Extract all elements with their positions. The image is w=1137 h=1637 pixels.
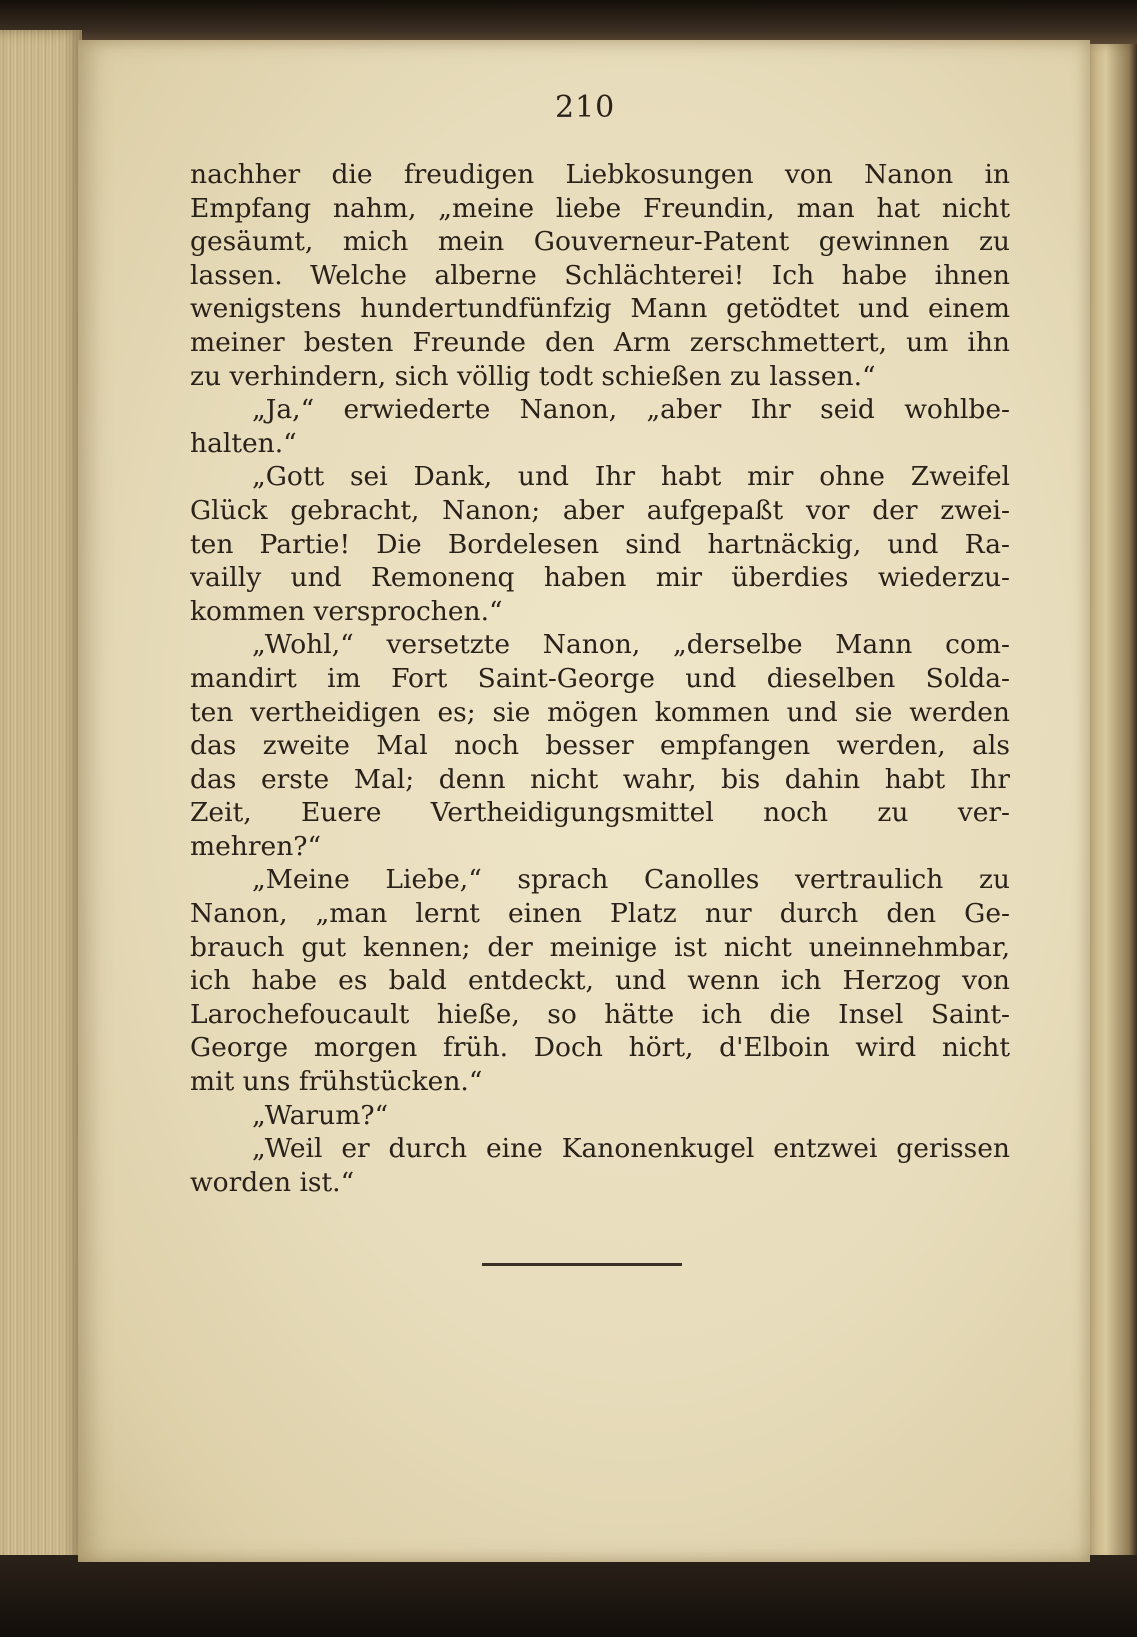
text-line: lassen. Welche alberne Schlächterei! Ich habe ihnen xyxy=(190,259,1010,291)
text-line: ten Partie! Die Bordelesen sind hartnäckig, und Ra- xyxy=(190,528,1010,560)
end-rule xyxy=(482,1263,682,1266)
text-line: Glück gebracht, Nanon; aber aufgepaßt vor der zwei- xyxy=(190,494,1010,526)
text-line: wenigstens hundertundfünfzig Mann getödtet und einem xyxy=(190,293,1010,325)
text-line: mehren?“ xyxy=(190,830,322,862)
book-bottom-edge xyxy=(0,1555,1137,1637)
page-number: 210 xyxy=(555,90,616,125)
text-line: Larochefoucault hieße, so hätte ich die Insel Saint- xyxy=(190,998,1010,1030)
text-line: Zeit, Euere Vertheidigungsmittel noch zu ver- xyxy=(190,797,1010,829)
text-line: ich habe es bald entdeckt, und wenn ich Herzog von xyxy=(190,965,1010,997)
text-line: brauch gut kennen; der meinige ist nicht uneinnehmbar, xyxy=(190,931,1010,963)
text-line: Nanon, „man lernt einen Platz nur durch den Ge- xyxy=(190,898,1010,930)
book-top-edge xyxy=(0,0,1137,44)
page-stack-left xyxy=(0,30,82,1575)
text-line: „Gott sei Dank, und Ihr habt mir ohne Zweifel xyxy=(252,461,1010,493)
text-line: „Ja,“ erwiederte Nanon, „aber Ihr seid wohlbe- xyxy=(252,394,1010,426)
page-stack-right xyxy=(1085,44,1137,1564)
text-line: „Wohl,“ versetzte Nanon, „derselbe Mann com- xyxy=(252,629,1010,661)
text-line: vailly und Remonenq haben mir überdies wiederzu- xyxy=(190,562,1010,594)
text-line: „Weil er durch eine Kanonenkugel entzwei gerissen xyxy=(252,1133,1010,1165)
text-line: George morgen früh. Doch hört, d'Elboin wird nicht xyxy=(190,1032,1010,1064)
body-text xyxy=(190,158,1010,1199)
text-line: gesäumt, mich mein Gouverneur-Patent gewinnen zu xyxy=(190,226,1010,258)
text-line: „Meine Liebe,“ sprach Canolles vertraulich zu xyxy=(252,864,1010,896)
text-line: nachher die freudigen Liebkosungen von Nanon in xyxy=(190,159,1010,190)
text-line: ten vertheidigen es; sie mögen kommen und sie werden xyxy=(190,696,1010,728)
text-line: mit uns frühstücken.“ xyxy=(190,1066,483,1098)
text-line: „Warum?“ xyxy=(252,1099,389,1131)
text-line: kommen versprochen.“ xyxy=(190,595,503,627)
text-line: mandirt im Fort Saint-George und dieselben Solda- xyxy=(190,662,1010,694)
text-line: Empfang nahm, „meine liebe Freundin, man hat nicht xyxy=(190,192,1010,224)
text-line: das zweite Mal noch besser empfangen werden, als xyxy=(190,730,1010,762)
text-line: worden ist.“ xyxy=(190,1166,355,1198)
text-line: halten.“ xyxy=(190,427,297,459)
text-line: meiner besten Freunde den Arm zerschmettert, um ihn xyxy=(190,326,1010,358)
text-line: das erste Mal; denn nicht wahr, bis dahin habt Ihr xyxy=(190,763,1010,795)
text-line: zu verhindern, sich völlig todt schießen zu lassen.“ xyxy=(190,360,876,392)
